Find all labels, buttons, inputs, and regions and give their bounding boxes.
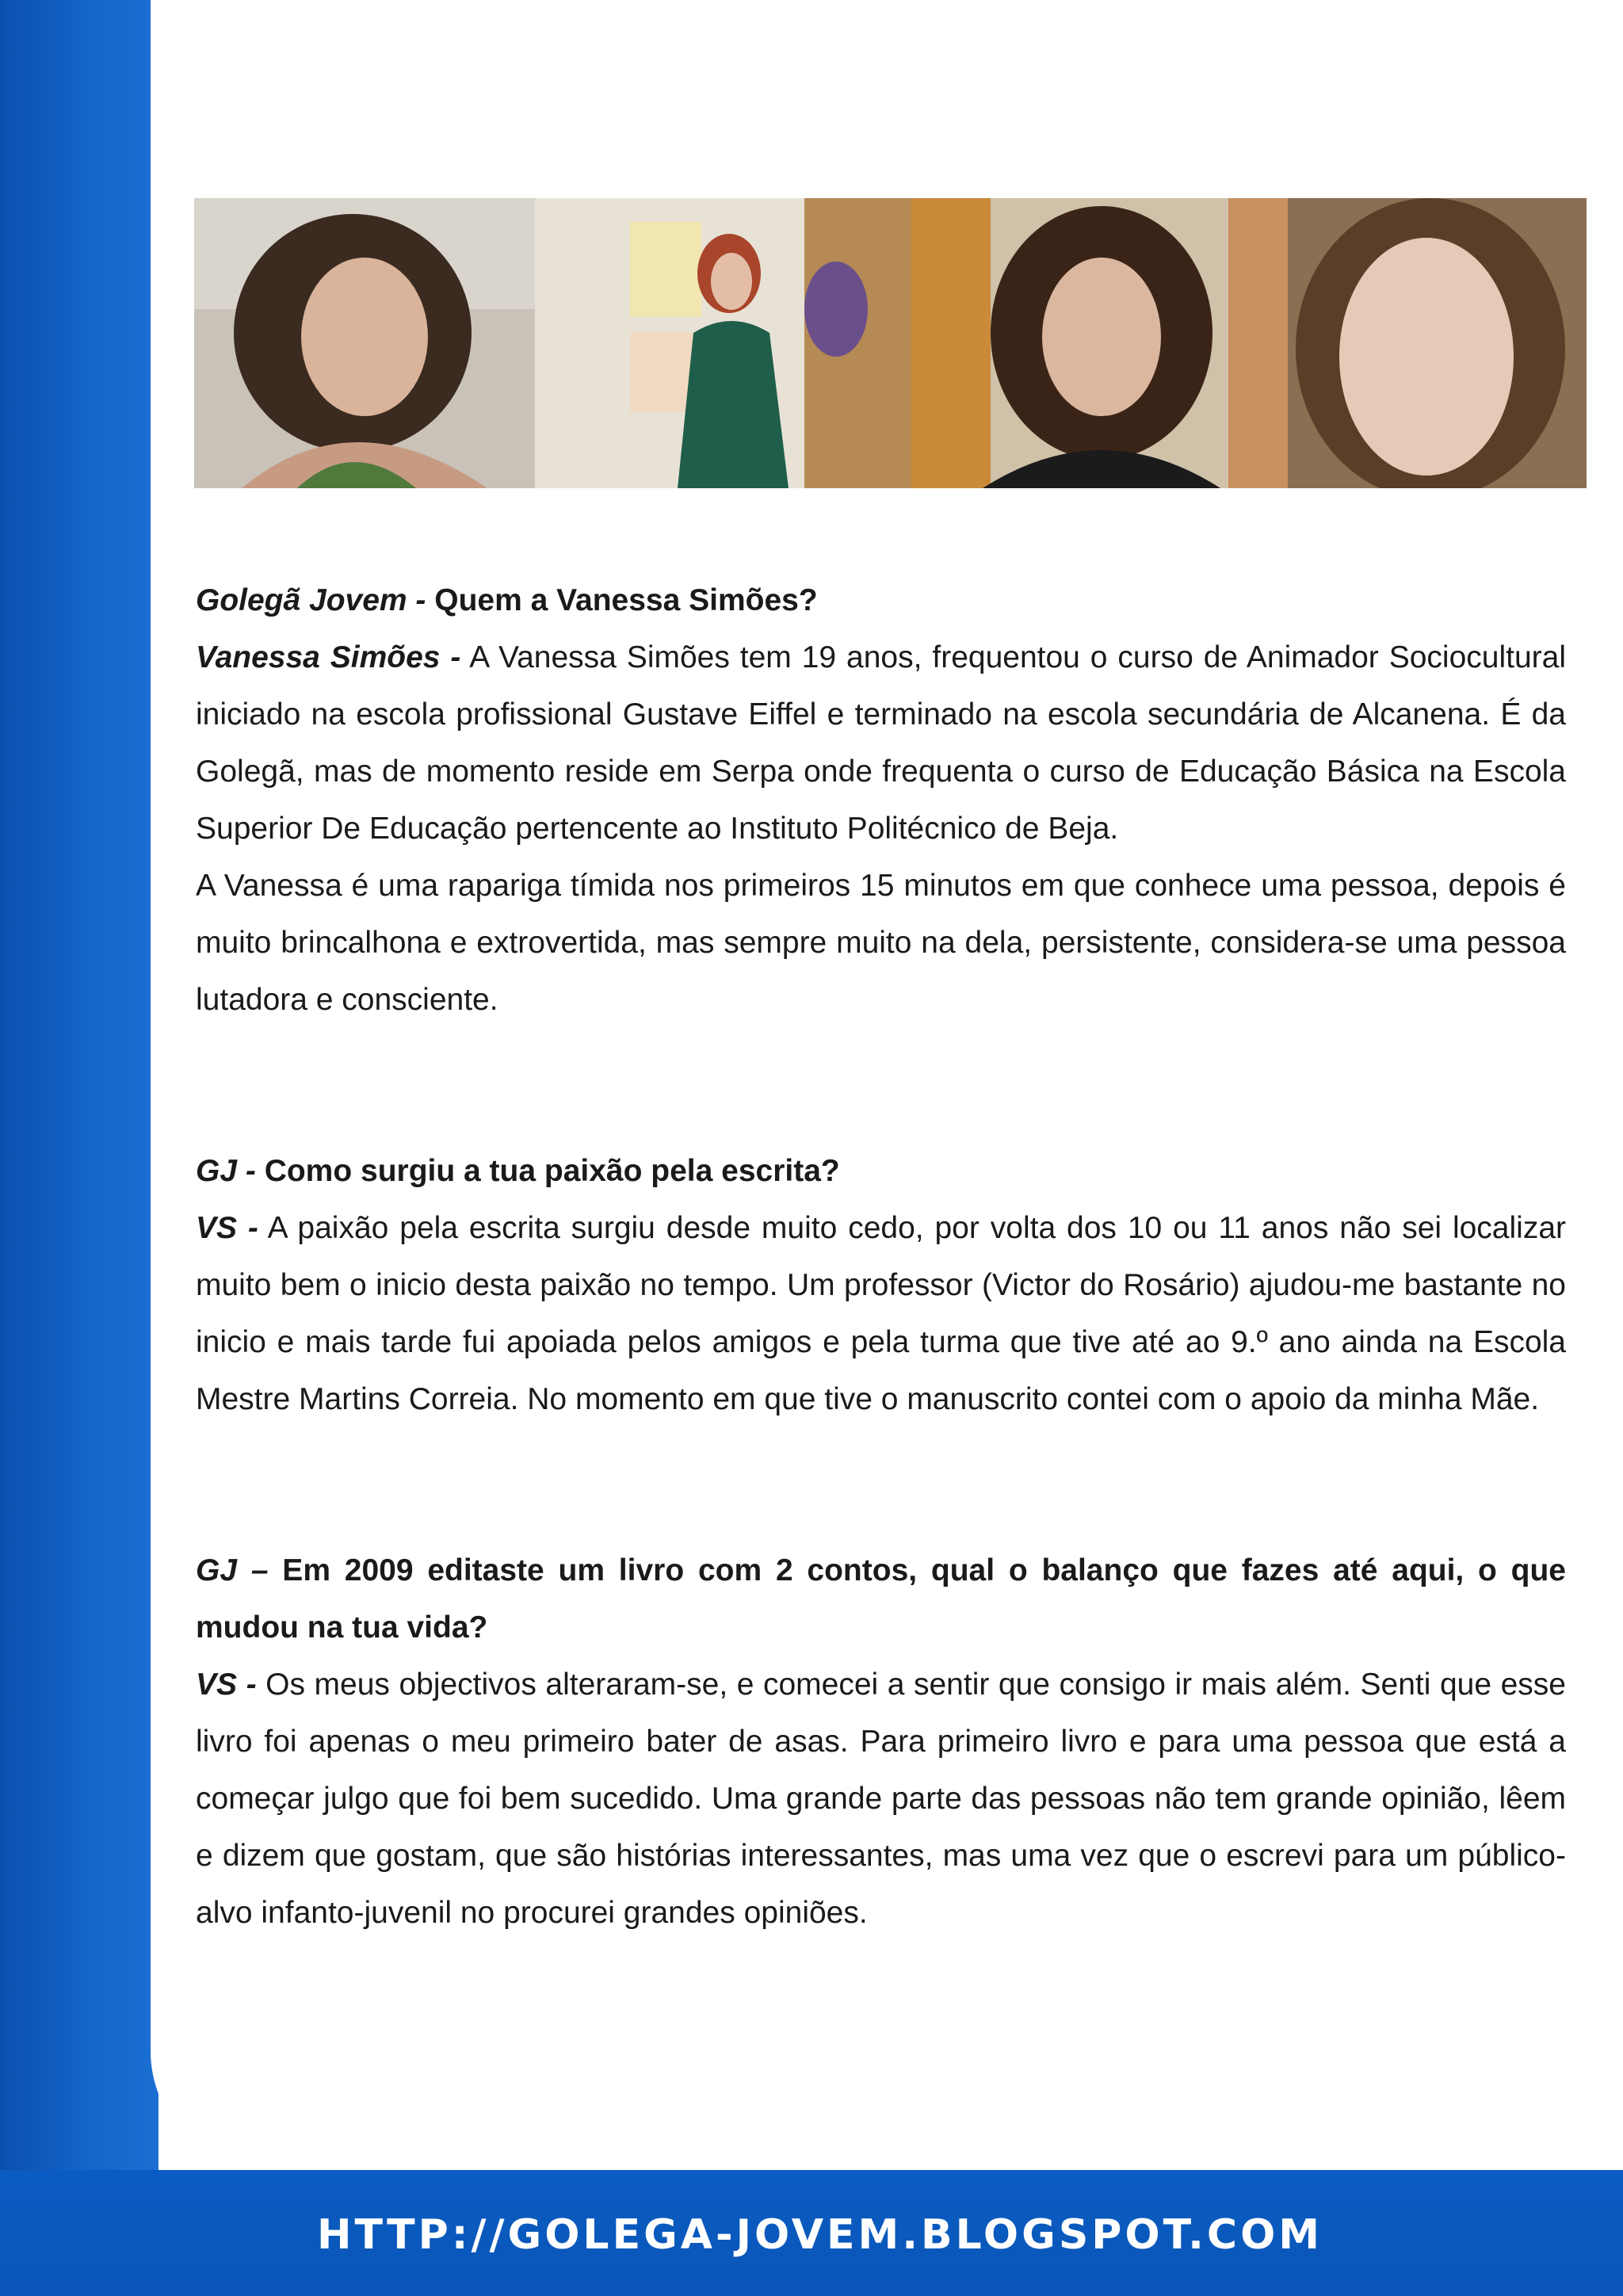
answer-1 (196, 629, 1566, 858)
answer-1-continued: A Vanessa é uma rapariga tímida nos primeiros 15 minutos em que conhece uma pessoa, depois é muito brincalhona e extrovertida, mas sempre muito na dela, persistente, considera-se uma pessoa lutadora e consciente. (196, 869, 1566, 1017)
section-gap (196, 1428, 1566, 1542)
portrait-photo-3 (911, 198, 1288, 488)
question-text: Quem a Vanessa Simões? (426, 583, 818, 617)
left-blue-border (0, 0, 158, 2296)
question-3 (196, 1542, 1566, 1656)
answer-text: A paixão pela escrita surgiu desde muito cedo, por volta dos 10 ou 11 anos não sei localizar muito bem o inicio desta paixão no tempo. Um professor (Victor do Rosário) ajudou-me bastante no inicio e mais tarde fui apoiada pelos amigos e pela turma que tive até ao 9.º ano ainda na Escola Mestre Martins Correia. No momento em que tive o manuscrito contei com o apoio da minha Mãe. (196, 1211, 1566, 1416)
speaker-label: GJ - (196, 1154, 256, 1188)
answer-text: A Vanessa Simões tem 19 anos, frequentou o curso de Animador Sociocultural iniciado na escola profissional Gustave Eiffel e terminado na escola secundária de Alcanena. É da Golegã, mas de momento reside em Serpa onde frequenta o curso de Educação Básica na Escola Superior De Educação pertencente ao Instituto Politécnico de Beja. (196, 640, 1566, 846)
portrait-photo-4 (1288, 198, 1587, 488)
answer-2 (196, 1200, 1566, 1428)
portrait-photo-2 (535, 198, 911, 488)
speaker-label: VS - (196, 1211, 258, 1245)
question-text: Como surgiu a tua paixão pela escrita? (255, 1154, 840, 1188)
interview-article (196, 572, 1566, 1942)
question-2 (196, 1143, 1566, 1200)
answer-text: Os meus objectivos alteraram-se, e comecei a sentir que consigo ir mais além. Senti que esse livro foi apenas o meu primeiro bater de asas. Para primeiro livro e para uma pessoa que está a começar julgo que foi bem sucedido. Uma grande parte das pessoas não tem grande opinião, lêem e dizem que gostam, que são histórias interessantes, mas uma vez que o escrevi para um público-alvo infanto-juvenil no procurei grandes opiniões. (196, 1668, 1566, 1930)
portrait-photo-1 (194, 198, 535, 488)
section-gap (196, 1029, 1566, 1143)
answer-3 (196, 1656, 1566, 1942)
speaker-label: Vanessa Simões - (196, 640, 461, 674)
question-text: Em 2009 editaste um livro com 2 contos, qual o balanço que fazes até aqui, o que mudou na tua vida? (196, 1553, 1566, 1645)
blog-url-link[interactable]: HTTP://GOLEGA-JOVEM.BLOGSPOT.COM (317, 2211, 1323, 2259)
question-1 (196, 572, 1566, 629)
speaker-label: GJ – (196, 1553, 269, 1587)
speaker-label: VS - (196, 1668, 257, 1702)
speaker-label: Golegã Jovem - (196, 583, 426, 617)
photo-strip (194, 198, 1587, 488)
